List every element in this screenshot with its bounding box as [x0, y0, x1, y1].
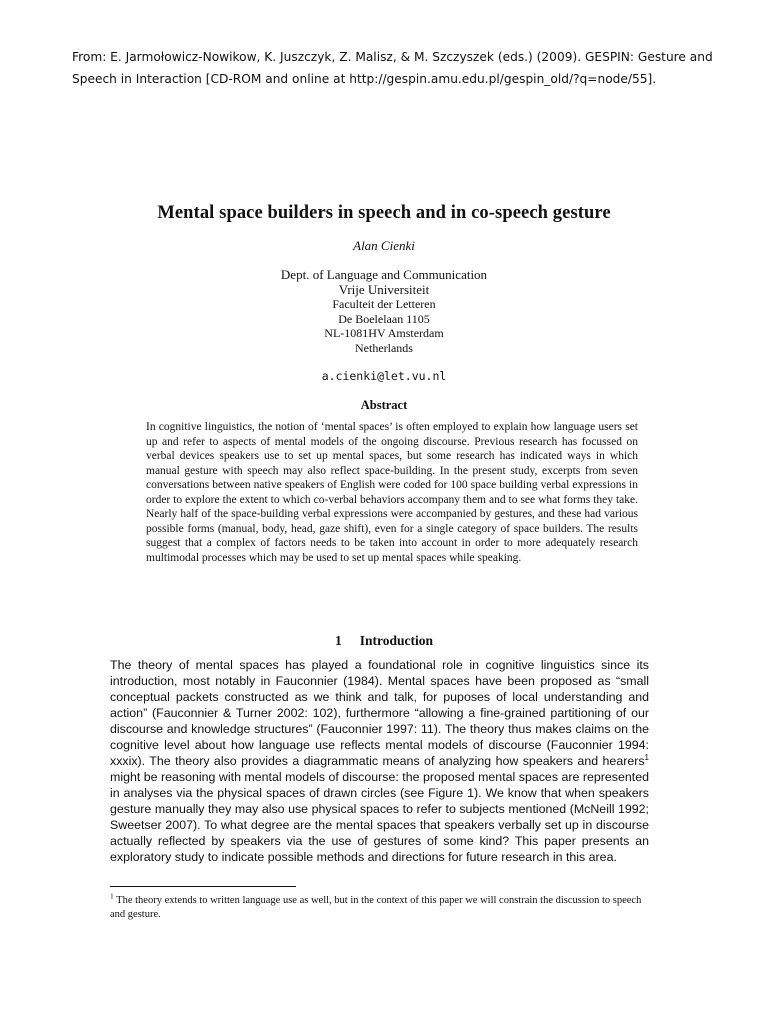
author-name: Alan Cienki [353, 238, 415, 253]
footnote-divider [110, 886, 296, 887]
paragraph-text-part2: might be reasoning with mental models of discourse: the proposed mental spaces are represented in analyses via the physical spaces of drawn circles (see Figure 1). We know that when speakers gesture manually they may also use physical spaces to refer to subjects mentioned (McNeill 1992; Sweetser 2007). To what degree are the mental spaces that speakers verbally set up in discourse actually reflected by speakers via the use of gestures of some kind? This paper presents an exploratory study to indicate possible methods and directions for future research in this area. [110, 770, 649, 864]
footnote-number: 1 [110, 891, 114, 901]
affiliation-country: Netherlands [355, 340, 413, 355]
paragraph-text-part1: The theory of mental spaces has played a foundational role in cognitive linguistics since its introduction, most notably in Fauconnier (1984). Mental spaces have been proposed as “small conceptual packets constructed as we think and talk, for puposes of local understanding and action” (Fauconnier & Turner 2002: 102), furthermore “allowing a fine-grained partitioning of our discourse and knowledge structures” (Fauconnier 1997: 11). The theory thus makes claims on the cognitive level about how language use reflects mental models of discourse (Fauconnier 1994: xxxix). The theory also provides a diagrammatic means of analyzing how speakers and hearers [110, 658, 649, 768]
section-title: Introduction [359, 633, 434, 648]
section-number: 1 [334, 633, 342, 648]
affiliation-university: Vrije Universiteit [338, 281, 430, 297]
footnote-marker[interactable]: 1 [644, 752, 649, 762]
affiliation-faculty: Faculteit der Letteren [332, 297, 436, 311]
affiliation-dept: Dept. of Language and Communication [280, 267, 488, 282]
paper-title: Mental space builders in speech and in co-speech gesture [157, 203, 611, 223]
introduction-paragraph [110, 657, 649, 865]
affiliation-block [0, 268, 768, 355]
affiliation-city: NL-1081HV Amsterdam [324, 326, 444, 340]
footnote [110, 891, 649, 921]
footnote-text: The theory extends to written language use as well, but in the context of this paper we will constrain the discussion to speech and gesture. [110, 895, 642, 920]
abstract-text: In cognitive linguistics, the notion of ‘mental spaces’ is often employed to explain how language users set up and refer to aspects of mental models of the ongoing discourse. Previous research has focussed on verbal devices speakers use to set up mental spaces, but some research has indicated ways in which manual gesture with speech may also reflect space-building. In the present study, excerpts from seven conversations between native speakers of English were coded for 100 space building verbal expressions in order to explore the extent to which co-verbal behaviors accompany them and to see what forms they take. Nearly half of the space-building verbal expressions were accompanied by gestures, and these had various possible forms (manual, body, head, gaze shift), even for a single category of space builders. The results suggest that a complex of factors needs to be taken into account in order to more adequately research multimodal processes which may be used to set up mental spaces while speaking. [146, 421, 638, 564]
abstract-heading: Abstract [360, 398, 408, 412]
citation-header: From: E. Jarmołowicz-Nowikow, K. Juszczyk, Z. Malisz, & M. Szczyszek (eds.) (2009). GESPIN: Gesture and Speech in Interaction [CD-ROM and online at http://gespin.amu.edu.pl/gespin_old/?q=node/55]. [72, 50, 713, 86]
affiliation-street: De Boelelaan 1105 [338, 311, 430, 326]
author-email[interactable]: a.cienki@let.vu.nl [321, 369, 447, 383]
section-heading [0, 633, 768, 649]
